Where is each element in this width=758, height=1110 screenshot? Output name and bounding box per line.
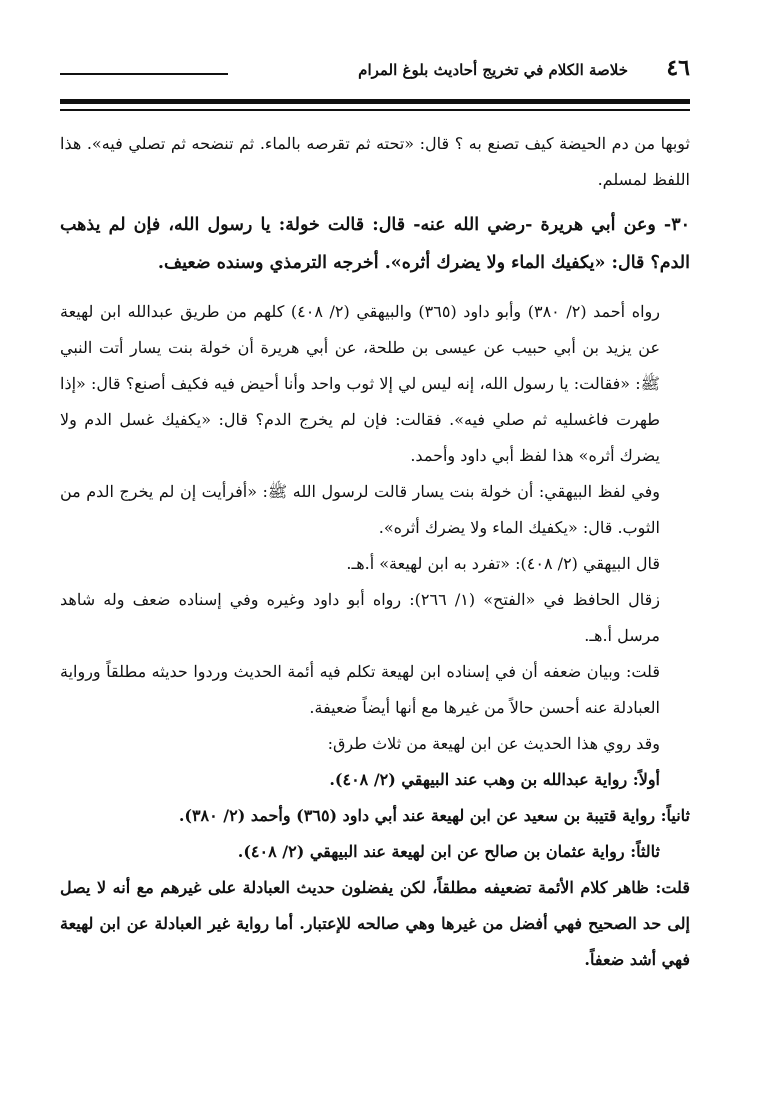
paragraph-routes-intro: وقد روي هذا الحديث عن ابن لهيعة من ثلاث طرق: bbox=[327, 734, 660, 753]
paragraph-comment-1: قلت: وبيان ضعفه أن في إسناده ابن لهيعة تكلم فيه أئمة الحديث وردوا حديثه مطلقاً ورواية العبادلة عنه أحسن حالاً من غيرها مع أنها أيضاً ضعيفة. bbox=[60, 662, 660, 717]
body-text bbox=[60, 126, 690, 978]
paragraph-bayhaqi-quote: قال البيهقي (٢/ ٤٠٨): «تفرد به ابن لهيعة» أ.هـ. bbox=[346, 554, 660, 573]
page-header bbox=[60, 55, 690, 85]
route-2: ثانياً: رواية قتيبة بن سعيد عن ابن لهيعة عند أبي داود (٣٦٥) وأحمد (٢/ ٣٨٠). bbox=[178, 806, 690, 825]
header-rule bbox=[60, 73, 228, 75]
paragraph-continuation: ثوبها من دم الحيضة كيف تصنع به ؟ قال: «تحته ثم تقرصه بالماء. ثم تنضحه ثم تصلي فيه». هذا اللفظ لمسلم. bbox=[60, 134, 690, 189]
header-divider-thick bbox=[60, 99, 690, 104]
paragraph-takhrij: رواه أحمد (٢/ ٣٨٠) وأبو داود (٣٦٥) والبيهقي (٢/ ٤٠٨) كلهم من طريق عبدالله ابن لهيعة عن يزيد بن أبي حبيب عن عيسى بن طلحة، عن أبي هريرة أن خولة بنت يسار أتت النبي ﷺ: «فقالت: يا رسول الله، إنه ليس لي إلا ثوب واحد وأنا أحيض فيه فكيف أصنع؟ قال: «إذا طهرت فاغسليه ثم صلي فيه». فقالت: فإن لم يخرج الدم؟ قال: «يكفيك غسل الدم ولا يضرك أثره» هذا لفظ أبي داود وأحمد. bbox=[60, 302, 661, 465]
hadith-30: ٣٠- وعن أبي هريرة -رضي الله عنه- قال: قالت خولة: يا رسول الله، فإن لم يذهب الدم؟ قال: «يكفيك الماء ولا يضرك أثره». أخرجه الترمذي وسنده ضعيف. bbox=[60, 215, 690, 273]
paragraph-bayhaqi-wording: وفي لفظ البيهقي: أن خولة بنت يسار قالت لرسول الله ﷺ: «أفرأيت إن لم يخرج الدم من الثوب. قال: «يكفيك الماء ولا يضرك أثره». bbox=[60, 482, 660, 537]
paragraph-hafiz-quote: زقال الحافظ في «الفتح» (١/ ٢٦٦): رواه أبو داود وغيره وفي إسناده ضعف وله شاهد مرسل أ.هـ. bbox=[60, 590, 661, 645]
paragraph-comment-2: قلت: ظاهر كلام الأئمة تضعيفه مطلقاً، لكن يفضلون حديث العبادلة على غيرهم مع أنه لا يصل إلى حد الصحيح فهي أفضل من غيرها وهي صالحه للإعتبار. أما رواية غير العبادلة عن ابن لهيعة فهي أشد ضعفاً. bbox=[60, 878, 690, 969]
route-3: ثالثاً: رواية عثمان بن صالح عن ابن لهيعة عند البيهقي (٢/ ٤٠٨). bbox=[237, 842, 660, 861]
running-title: خلاصة الكلام في تخريج أحاديث بلوغ المرام bbox=[358, 61, 628, 79]
header-divider-thin bbox=[60, 109, 690, 111]
route-1: أولاً: رواية عبدالله بن وهب عند البيهقي (٢/ ٤٠٨). bbox=[329, 770, 660, 789]
page-number: ٤٦ bbox=[666, 55, 690, 81]
